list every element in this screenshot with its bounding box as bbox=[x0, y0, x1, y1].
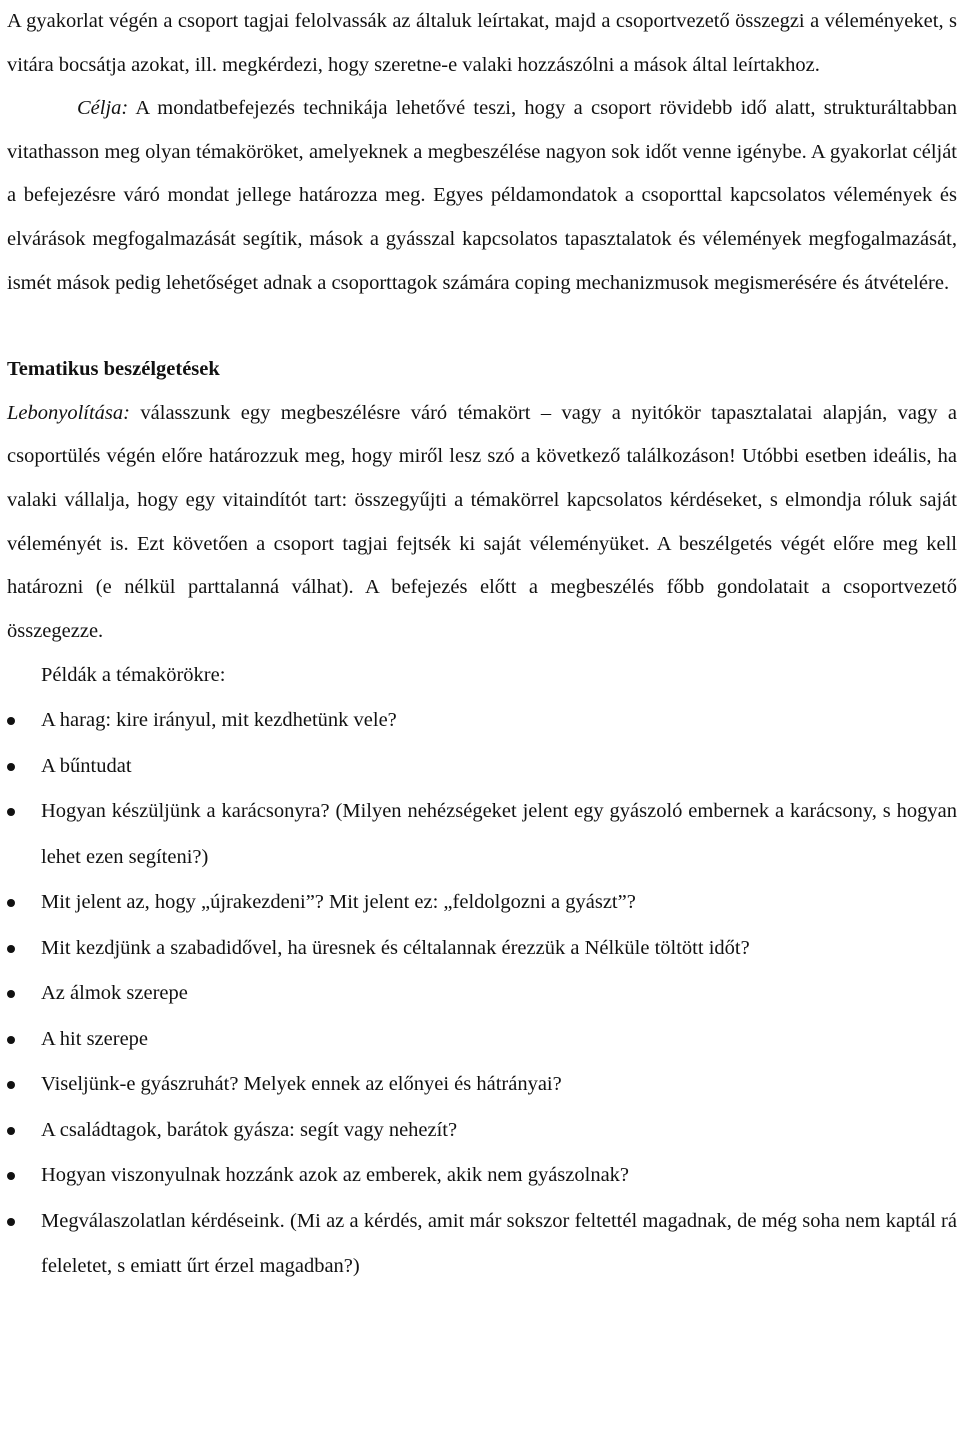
bullet-icon bbox=[7, 763, 15, 771]
list-item bbox=[7, 926, 957, 972]
list-item-text: A családtagok, barátok gyásza: segít vagy nehezít? bbox=[41, 1118, 458, 1141]
list-item-text: A hit szerepe bbox=[41, 1027, 149, 1050]
examples-intro: Példák a témakörökre: bbox=[41, 664, 226, 687]
bullet-icon bbox=[7, 990, 15, 998]
bullet-icon bbox=[7, 1127, 15, 1135]
method-paragraph bbox=[7, 392, 957, 654]
bullet-icon bbox=[7, 1172, 15, 1180]
section-spacer bbox=[7, 305, 957, 348]
method-label: Lebonyolítása: bbox=[7, 401, 130, 424]
list-item-text: A bűntudat bbox=[41, 754, 132, 777]
section-heading: Tematikus beszélgetések bbox=[7, 358, 220, 381]
list-item bbox=[7, 1062, 957, 1108]
bullet-icon bbox=[7, 945, 15, 953]
bullet-icon bbox=[7, 808, 15, 816]
list-item bbox=[7, 1108, 957, 1154]
list-item bbox=[7, 971, 957, 1017]
list-item-text: Viseljünk-e gyászruhát? Melyek ennek az előnyei és hátrányai? bbox=[41, 1073, 562, 1096]
list-item bbox=[7, 744, 957, 790]
list-item-text: Mit kezdjünk a szabadidővel, ha üresnek és céltalannak érezzük a Nélküle töltött időt? bbox=[41, 936, 750, 959]
method-text: válasszunk egy megbeszélésre váró témakört – vagy a nyitókör tapasztalatai alapján, vagy a csoportülés végén előre határozzuk meg, hogy miről lesz szó a következő találkozáson! Utóbbi esetben ideális, ha valaki vállalja, hogy egy vitaindítót tart: összegyűjti a témakörrel kapcsolatos kérdéseket, s elmondja róluk saját véleményét is. Ezt követően a csoport tagjai fejtsék ki saját véleményüket. A beszélgetés végét előre meg kell határozni (e nélkül parttalanná válhat). A befejezés előtt a megbeszélés főbb gondolatait a csoportvezető összegezze. bbox=[7, 401, 957, 642]
list-item bbox=[7, 1017, 957, 1063]
list-item bbox=[7, 1153, 957, 1199]
list-item-text: Mit jelent az, hogy „újrakezdeni”? Mit jelent ez: „feldolgozni a gyászt”? bbox=[41, 891, 636, 914]
document-page bbox=[7, 0, 957, 1290]
list-item-text: Az álmok szerepe bbox=[41, 982, 188, 1005]
bullet-icon bbox=[7, 1036, 15, 1044]
list-item-text: A harag: kire irányul, mit kezdhetünk vele? bbox=[41, 709, 397, 732]
topics-list bbox=[7, 698, 957, 1290]
bullet-icon bbox=[7, 899, 15, 907]
list-item-text: Hogyan viszonyulnak hozzánk azok az emberek, akik nem gyászolnak? bbox=[41, 1164, 630, 1187]
aim-label: Célja: bbox=[77, 97, 129, 120]
list-item-text: Hogyan készüljünk a karácsonyra? (Milyen nehézségeket jelent egy gyászoló embernek a karácsony, s hogyan lehet ezen segíteni?) bbox=[41, 800, 957, 868]
list-item bbox=[7, 789, 957, 880]
bullet-icon bbox=[7, 1218, 15, 1226]
aim-paragraph bbox=[7, 87, 957, 305]
list-item bbox=[7, 1199, 957, 1290]
intro-paragraph: A gyakorlat végén a csoport tagjai felolvassák az általuk leírtakat, majd a csoportvezető összegzi a véleményeket, s vitára bocsátja azokat, ill. megkérdezi, hogy szeretne-e valaki hozzászólni a mások által leírtakhoz. bbox=[7, 10, 957, 76]
aim-text: A mondatbefejezés technikája lehetővé teszi, hogy a csoport rövidebb idő alatt, strukturáltabban vitathasson meg olyan témaköröket, amelyeknek a megbeszélése nagyon sok időt venne igénybe. A gyakorlat célját a befejezésre váró mondat jellege határozza meg. Egyes példamondatok a csoporttal kapcsolatos vélemények és elvárások megfogalmazását segítik, mások a gyásszal kapcsolatos tapasztalatok és vélemények megfogalmazását, ismét mások pedig lehetőséget adnak a csoporttagok számára coping mechanizmusok megismerésére és átvételére. bbox=[7, 97, 957, 294]
list-item bbox=[7, 698, 957, 744]
bullet-icon bbox=[7, 1081, 15, 1089]
bullet-icon bbox=[7, 717, 15, 725]
list-item bbox=[7, 880, 957, 926]
list-item-text: Megválaszolatlan kérdéseink. (Mi az a kérdés, amit már sokszor feltettél magadnak, de még soha nem kaptál rá feleletet, s emiatt űrt érzel magadban?) bbox=[41, 1209, 957, 1278]
